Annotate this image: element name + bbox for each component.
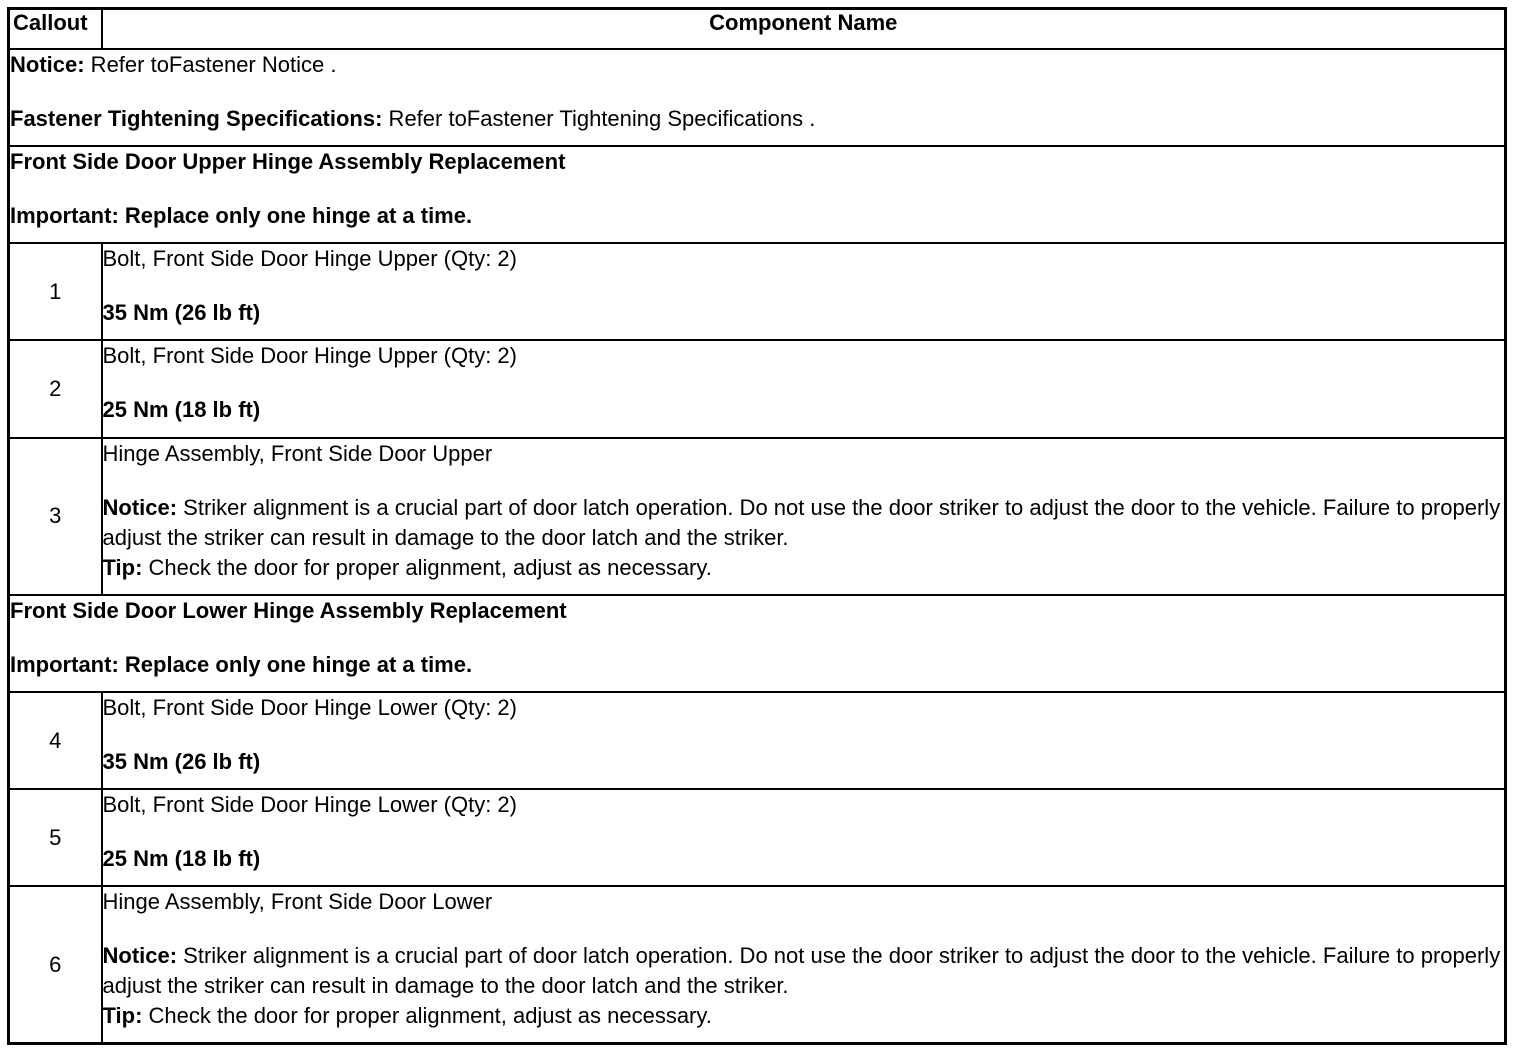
table-row	[9, 886, 1506, 1043]
torque-spec: 35 Nm (26 lb ft)	[102, 300, 261, 326]
callout-number: 2	[9, 340, 102, 437]
table-row	[9, 692, 1506, 789]
row-tip-label: Tip:	[102, 1003, 143, 1029]
component-cell	[102, 340, 1506, 437]
component-cell	[102, 886, 1506, 1043]
row-notice-label: Notice:	[102, 494, 178, 520]
component-cell	[102, 692, 1506, 789]
row-notice-label: Notice:	[102, 943, 178, 969]
component-name: Bolt, Front Side Door Hinge Upper (Qty: 2)	[102, 343, 517, 369]
torque-spec: 35 Nm (26 lb ft)	[102, 748, 261, 774]
notice-line	[10, 50, 1504, 80]
component-name: Hinge Assembly, Front Side Door Upper	[102, 440, 493, 466]
header-callout: Callout	[9, 9, 102, 50]
section-title: Front Side Door Upper Hinge Assembly Replacement	[10, 149, 566, 175]
component-cell	[102, 243, 1506, 340]
table-row	[9, 438, 1506, 595]
notice-text: Refer toFastener Notice .	[84, 52, 337, 78]
row-notice	[103, 941, 1505, 1001]
header-component-name: Component Name	[102, 9, 1506, 50]
section-header-row	[9, 595, 1506, 692]
callout-number: 6	[9, 886, 102, 1043]
section-header-upper	[9, 146, 1506, 243]
torque-spec: 25 Nm (18 lb ft)	[102, 846, 261, 872]
important-text: : Replace only one hinge at a time.	[111, 651, 473, 677]
important-label: Important	[10, 203, 112, 229]
row-notice	[103, 493, 1505, 553]
section-header-row	[9, 146, 1506, 243]
row-tip-text: Check the door for proper alignment, adjust as necessary.	[142, 1003, 712, 1029]
section-title: Front Side Door Lower Hinge Assembly Replacement	[10, 597, 567, 623]
fts-line	[10, 104, 1504, 134]
table-header-row	[9, 9, 1506, 50]
notice-label: Notice:	[10, 52, 85, 78]
callout-number: 4	[9, 692, 102, 789]
section-important	[10, 650, 1504, 680]
component-name: Bolt, Front Side Door Hinge Upper (Qty: 2)	[102, 246, 517, 272]
row-tip	[103, 553, 1505, 583]
row-notice-text: Striker alignment is a crucial part of door latch operation. Do not use the door striker to adjust the door to the vehicle. Failure to properly adjust the striker can result in damage to the door latch and the striker.	[102, 943, 1501, 999]
fts-text: Refer toFastener Tightening Specifications .	[382, 106, 816, 132]
callout-number: 5	[9, 789, 102, 886]
row-tip	[103, 1001, 1505, 1031]
row-tip-label: Tip:	[102, 554, 143, 580]
section-header-lower	[9, 595, 1506, 692]
general-notice-cell	[9, 49, 1506, 146]
table-row	[9, 789, 1506, 886]
general-notice-row	[9, 49, 1506, 146]
table-row	[9, 243, 1506, 340]
component-table	[7, 7, 1507, 1045]
row-tip-text: Check the door for proper alignment, adjust as necessary.	[142, 554, 712, 580]
important-label: Important	[10, 651, 112, 677]
section-important	[10, 201, 1504, 231]
component-cell	[102, 789, 1506, 886]
component-name: Bolt, Front Side Door Hinge Lower (Qty: 2)	[102, 792, 517, 818]
fts-label: Fastener Tightening Specifications:	[10, 106, 383, 132]
component-name: Bolt, Front Side Door Hinge Lower (Qty: 2)	[102, 694, 517, 720]
row-notice-text: Striker alignment is a crucial part of door latch operation. Do not use the door striker to adjust the door to the vehicle. Failure to properly adjust the striker can result in damage to the door latch and the striker.	[102, 494, 1501, 550]
component-name: Hinge Assembly, Front Side Door Lower	[102, 889, 493, 915]
important-text: : Replace only one hinge at a time.	[111, 203, 473, 229]
callout-number: 1	[9, 243, 102, 340]
component-cell	[102, 438, 1506, 595]
table-row	[9, 340, 1506, 437]
torque-spec: 25 Nm (18 lb ft)	[102, 397, 261, 423]
callout-number: 3	[9, 438, 102, 595]
